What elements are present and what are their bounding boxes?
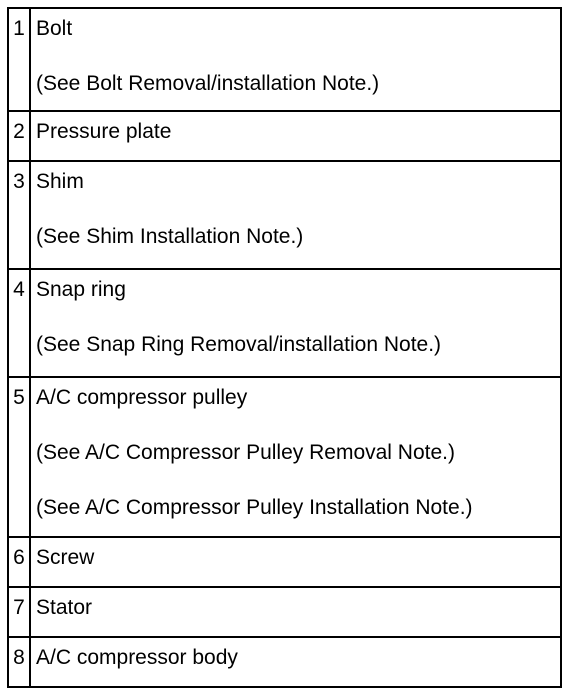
item-note: (See A/C Compressor Pulley Removal Note.) bbox=[36, 441, 455, 464]
table-row bbox=[8, 537, 561, 587]
item-number: 3 bbox=[8, 161, 30, 269]
item-note: (See Snap Ring Removal/installation Note.) bbox=[36, 333, 442, 356]
table-row bbox=[8, 8, 561, 111]
item-description bbox=[30, 161, 561, 269]
table-row bbox=[8, 587, 561, 637]
table-row bbox=[8, 269, 561, 377]
table-row bbox=[8, 111, 561, 161]
item-description bbox=[30, 637, 561, 687]
item-name: Stator bbox=[36, 596, 93, 619]
item-name: Shim bbox=[36, 170, 84, 193]
item-description bbox=[30, 587, 561, 637]
item-description bbox=[30, 269, 561, 377]
table-row bbox=[8, 377, 561, 537]
item-name: Snap ring bbox=[36, 278, 126, 301]
item-name: A/C compressor body bbox=[36, 646, 238, 669]
item-number: 7 bbox=[8, 587, 30, 637]
item-number: 1 bbox=[8, 8, 30, 111]
item-note: (See Bolt Removal/installation Note.) bbox=[36, 72, 380, 95]
item-number: 4 bbox=[8, 269, 30, 377]
item-number: 6 bbox=[8, 537, 30, 587]
parts-table bbox=[7, 7, 562, 688]
item-name: A/C compressor pulley bbox=[36, 386, 248, 409]
item-description bbox=[30, 8, 561, 111]
item-description bbox=[30, 111, 561, 161]
item-name: Bolt bbox=[36, 17, 73, 40]
item-name: Pressure plate bbox=[36, 120, 172, 143]
item-note: (See A/C Compressor Pulley Installation Note.) bbox=[36, 496, 473, 519]
item-number: 2 bbox=[8, 111, 30, 161]
item-note: (See Shim Installation Note.) bbox=[36, 225, 304, 248]
table-row bbox=[8, 637, 561, 687]
item-number: 8 bbox=[8, 637, 30, 687]
item-number: 5 bbox=[8, 377, 30, 537]
item-description bbox=[30, 377, 561, 537]
table-row bbox=[8, 161, 561, 269]
item-description bbox=[30, 537, 561, 587]
item-name: Screw bbox=[36, 546, 95, 569]
